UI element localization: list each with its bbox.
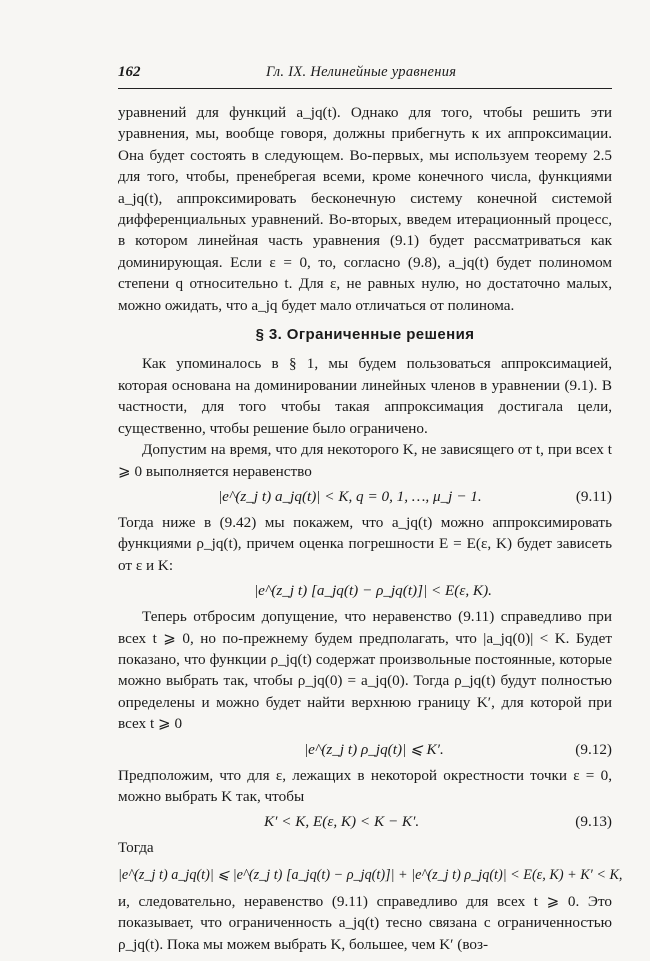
section-heading: § 3. Ограниченные решения (255, 326, 475, 344)
paragraph-7: Тогда (118, 839, 154, 857)
header-rule (118, 88, 612, 89)
equation-9-13 (118, 807, 612, 837)
paragraph-8: и, следовательно, неравенство (9.11) справедливо для всех t ⩾ 0. Это показывает, что ограниченность a_jq(t) тесно связана с ограниченностью ρ_jq(t). Пока мы можем выбрать K, большее, чем K′ (воз- (118, 892, 612, 953)
equation-error-bound (118, 576, 612, 606)
paragraph-4: Тогда ниже в (9.42) мы покажем, что a_jq(t) можно аппроксимировать функциями ρ_jq(t), причем оценка погрешности E = E(ε, K) будет зависеть от ε и K: (118, 513, 612, 574)
equation-9-11 (118, 482, 612, 512)
equation-number: (9.13) (575, 813, 612, 831)
equation-number: (9.11) (575, 487, 612, 505)
paragraph-3: Допустим на время, что для некоторого K, не зависящего от t, при всех t ⩾ 0 выполняется неравенство (118, 441, 612, 480)
running-header (118, 62, 612, 84)
equation-formula: |e^(z_j t) [a_jq(t) − ρ_jq(t)]| < E(ε, K). (254, 582, 492, 600)
equation-9-12 (118, 735, 612, 765)
equation-formula: K′ < K, E(ε, K) < K − K′. (264, 813, 420, 831)
page-number: 162 (118, 64, 141, 80)
paragraph-2: Как упоминалось в § 1, мы будем пользоваться аппроксимацией, которая основана на доминировании линейных членов в уравнении (9.1). В частности, для того чтобы такая аппроксимация достигала цели, существенно, чтобы решение было ограничено. (118, 355, 612, 437)
paragraph-1: уравнений для функций a_jq(t). Однако для того, чтобы решить эти уравнения, мы, вообще говоря, должны прибегнуть к их аппроксимации. Она будет состоять в следующем. Во-первых, мы используем теорему 2.5 для того, чтобы, пренебрегая всеми, кроме конечного числа, функциями a_jq(t), аппроксимировать бесконечную систему конечной системой дифференциальных уравнений. Во-вторых, введем итерационный процесс, в котором линейная часть уравнения (9.1) будет рассматриваться как доминирующая. Если ε = 0, то, согласно (9.8), a_jq(t) будет полиномом степени q относительно t. Для ε, не равных нулю, но достаточно малых, можно ожидать, что a_jq будет мало отличаться от полинома. (118, 104, 612, 314)
equation-number: (9.12) (575, 740, 612, 758)
chapter-title: Гл. IX. Нелинейные уравнения (266, 64, 457, 80)
equation-formula: |e^(z_j t) a_jq(t)| < K, q = 0, 1, …, μ_j − 1. (218, 487, 482, 505)
equation-formula: |e^(z_j t) ρ_jq(t)| ⩽ K′. (304, 740, 444, 758)
equation-chain (118, 859, 623, 891)
paragraph-5: Теперь отбросим допущение, что неравенство (9.11) справедливо при всех t ⩾ 0, но по-прежнему будем предполагать, что |a_jq(0)| < K. Будет показано, что функции ρ_jq(t) содержат произвольные постоянные, которые можно выбрать так, чтобы ρ_jq(0) = a_jq(0). Тогда ρ_jq(t) будут полностью определены и можно будет найти верхнюю границу K′, для которой при всех t ⩾ 0 (118, 608, 612, 733)
equation-formula: |e^(z_j t) a_jq(t)| ⩽ |e^(z_j t) [a_jq(t) − ρ_jq(t)]| + |e^(z_j t) ρ_jq(t)| < E(ε, K) + K′ < K, (118, 866, 623, 883)
page-body (118, 102, 623, 955)
paragraph-6: Предположим, что для ε, лежащих в некоторой окрестности точки ε = 0, можно выбрать K так, чтобы (118, 766, 612, 805)
book-page (118, 62, 623, 953)
